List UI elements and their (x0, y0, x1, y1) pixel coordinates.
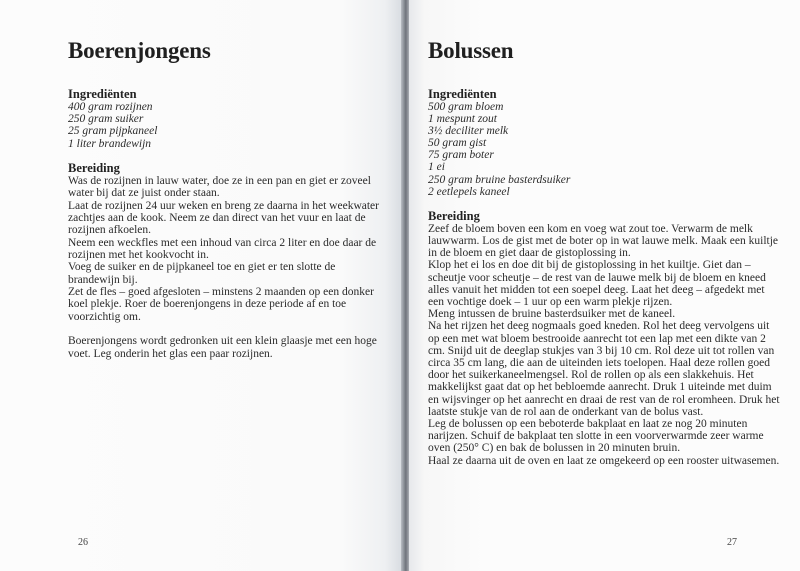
preparation-paragraph: Haal ze daarna uit de oven en laat ze omgekeerd op een rooster uitwasemen. (428, 454, 780, 467)
preparation-heading: Bereiding (428, 208, 480, 223)
ingredient-item: 1 ei (428, 161, 445, 174)
ingredient-item: 500 gram bloem (428, 101, 504, 113)
preparation-paragraph: Neem een weckfles met een inhoud van circa 2 liter en doe daar de rozijnen met het kookvocht in. (68, 236, 377, 261)
ingredients-list (428, 101, 783, 198)
ingredient-item: 75 gram boter (428, 149, 494, 162)
preparation-text (428, 223, 783, 467)
preparation-paragraph: Was de rozijnen in lauw water, doe ze in een pan en giet er zoveel water bij dat ze juist onder staan. (68, 174, 371, 200)
recipe-title: Bolussen (428, 38, 514, 63)
serving-note: Boerenjongens wordt gedronken uit een klein glaasje met een hoge voet. Leg onderin het glas een paar rozijnen. (68, 335, 377, 360)
preparation-paragraph: Meng intussen de bruine basterdsuiker met de kaneel. (428, 308, 676, 321)
ingredient-item: 2 eetlepels kaneel (428, 185, 510, 198)
preparation-paragraph: Zeef de bloem boven een kom en voeg wat zout toe. Verwarm de melk lauwwarm. Los de gist met de boter op in wat lauwe melk. Maak een kuiltje in de bloem en giet daar de gistoplossing in. (428, 222, 779, 260)
page-number-left: 26 (78, 537, 88, 548)
ingredient-item: 1 liter brandewijn (68, 137, 152, 150)
ingredient-item: 250 gram suiker (68, 113, 144, 126)
left-recipe (68, 38, 388, 360)
ingredients-heading: Ingrediënten (428, 87, 497, 101)
preparation-paragraph: Leg de bolussen op een beboterde bakplaat en laat ze nog 20 minuten narijzen. Schuif de bakplaat ten slotte in een voorverwarmde zeer warme oven (250° C) en bak de bolussen in 20 minuten bruin. (428, 418, 764, 455)
page-number-right: 27 (727, 537, 737, 548)
ingredients-heading: Ingrediënten (68, 87, 137, 101)
ingredient-item: 50 gram gist (428, 137, 487, 150)
recipe-title: Boerenjongens (68, 38, 211, 63)
preparation-paragraph: Na het rijzen het deeg nogmaals goed kneden. Rol het deeg vervolgens uit op een met wat bloem bestrooide aanrecht tot een lap met een dikte van 2 cm. Snijd uit de deeglap stukjes van 3 bij 10 cm. Rol deze uit tot rollen van circa 35 cm lang, die aan de uiteinden iets toelopen. Haal deze rollen goed door het suikerkaneelmengsel. Rol de rollen op als een slakkehuis. Het makkelijkst gaat dat op het bebloemde aanrecht. Druk 1 uiteinde met duim en wijsvinger op het aanrecht en draai de rest van de rol eromheen. Druk het laatste stukje van de rol aan de onderkant van de bolus vast. (428, 320, 780, 418)
preparation-heading: Bereiding (68, 160, 120, 175)
preparation-paragraph: Zet de fles – goed afgesloten – minstens 2 maanden op een donker koel plekje. Roer de boerenjongens in deze periode af en toe voorzichtig om. (68, 285, 374, 323)
preparation-text (68, 175, 388, 360)
book-spine (401, 0, 409, 571)
preparation-paragraph: Laat de rozijnen 24 uur weken en breng ze daarna in het weekwater zachtjes aan de kook. Neem ze dan direct van het vuur en laat de rozijnen afkoelen. (68, 199, 379, 237)
ingredients-list (68, 101, 388, 150)
ingredient-item: 25 gram pijpkaneel (68, 125, 158, 138)
ingredient-item: 3½ deciliter melk (428, 125, 509, 138)
ingredient-item: 1 mespunt zout (428, 113, 497, 126)
preparation-paragraph: Voeg de suiker en de pijpkaneel toe en giet er ten slotte de brandewijn bij. (68, 261, 336, 286)
ingredient-item: 250 gram bruine basterdsuiker (428, 173, 571, 186)
right-recipe (428, 38, 783, 467)
right-page (409, 0, 800, 571)
ingredient-item: 400 gram rozijnen (68, 101, 153, 113)
preparation-paragraph: Klop het ei los en doe dit bij de gistoplossing in het kuiltje. Giet dan – scheutje voor scheutje – de rest van de lauwe melk bij de bloem en kneed alles vanuit het midden tot een soepel deeg. Laat het deeg – afgedekt met een vochtige doek – 1 uur op een warm plekje rijzen. (428, 259, 766, 308)
